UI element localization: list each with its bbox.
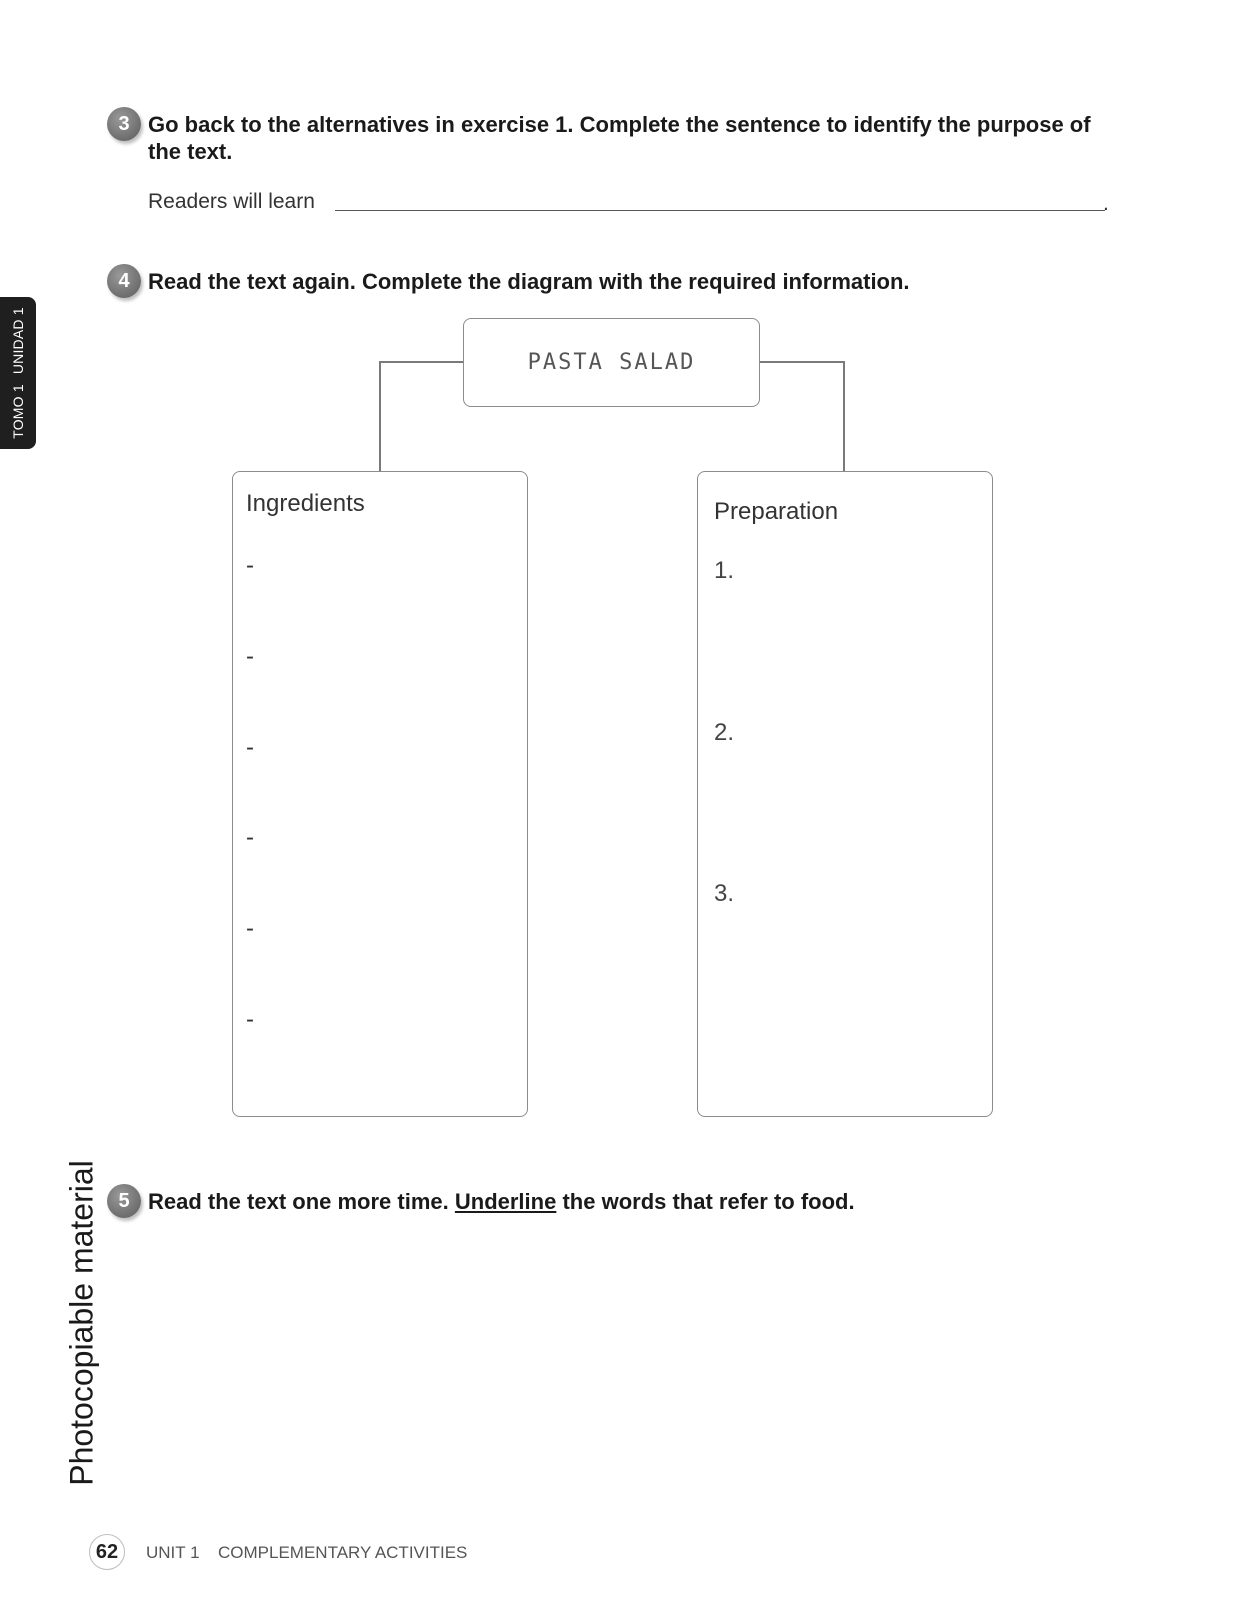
ingredients-box[interactable] <box>232 471 528 1117</box>
ingredient-bullet: - <box>246 643 254 670</box>
connector-right <box>759 361 845 472</box>
exercise-3-instruction: Go back to the alternatives in exercise 1. Complete the sentence to identify the purpose of the text. <box>148 112 1091 164</box>
exercise-3-badge: 3 <box>107 107 141 141</box>
exercise-3-end-mark: . <box>1103 192 1109 215</box>
ingredient-bullet: - <box>246 734 254 761</box>
footer-unit: UNIT 1 <box>146 1543 200 1562</box>
ingredient-bullet: - <box>246 915 254 942</box>
exercise-5-badge: 5 <box>107 1184 141 1218</box>
side-tab <box>0 297 36 449</box>
side-tab-unidad: UNIDAD 1 <box>10 307 26 375</box>
exercise-5-underlined-word: Underline <box>454 1189 557 1214</box>
page-number: 62 <box>89 1534 125 1570</box>
exercise-5-text-before: Read the text one more time. <box>148 1189 449 1214</box>
connector-left <box>379 361 464 472</box>
diagram-title-box <box>463 318 760 407</box>
photocopiable-label: Photocopiable material <box>63 1160 100 1486</box>
preparation-step: 2. <box>714 719 735 746</box>
side-tab-tomo: TOMO 1 <box>10 384 26 439</box>
preparation-step: 3. <box>714 880 735 907</box>
ingredient-bullet: - <box>246 552 254 579</box>
preparation-step: 1. <box>714 557 735 584</box>
footer-section: COMPLEMENTARY ACTIVITIES <box>218 1543 468 1562</box>
exercise-5-text-after: the words that refer to food. <box>562 1189 855 1214</box>
exercise-3-answer-line[interactable] <box>335 210 1105 211</box>
exercise-4-instruction: Read the text again. Complete the diagram with the required information. <box>148 269 910 294</box>
preparation-box[interactable] <box>697 471 993 1117</box>
preparation-heading: Preparation <box>714 498 839 525</box>
diagram-title: PASTA SALAD <box>527 350 696 375</box>
side-tab-text <box>10 302 26 444</box>
ingredients-heading: Ingredients <box>246 490 365 517</box>
exercise-4-badge: 4 <box>107 264 141 298</box>
ingredient-bullet: - <box>246 1006 254 1033</box>
exercise-3-prompt: Readers will learn <box>148 190 315 213</box>
ingredient-bullet: - <box>246 824 254 851</box>
exercise-5-instruction <box>148 1188 1128 1215</box>
